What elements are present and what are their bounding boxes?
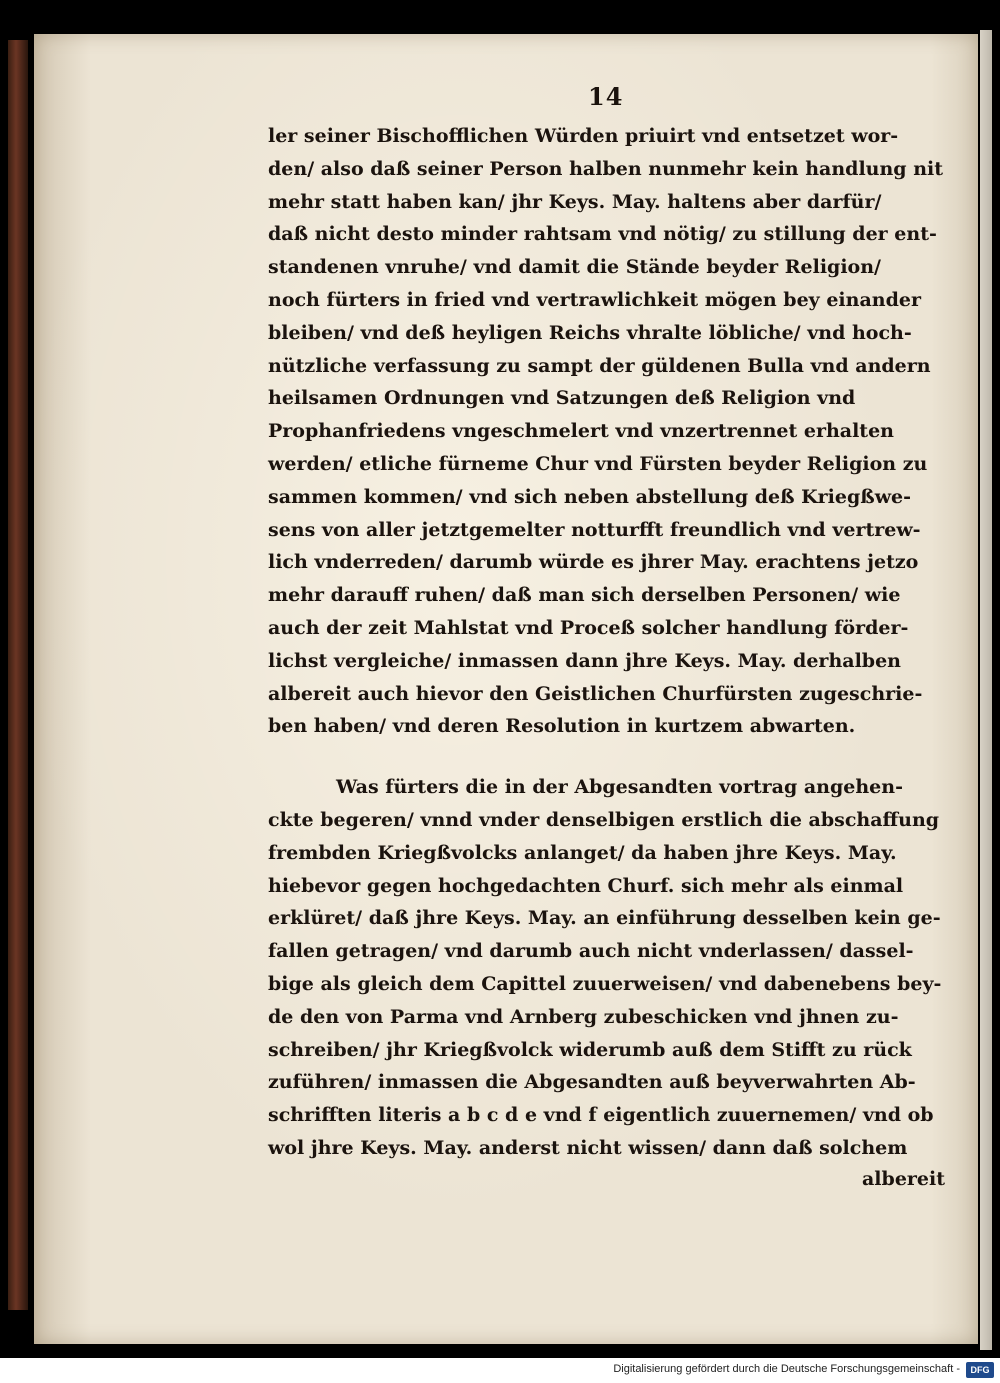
text-line: mehr statt haben kan/ jhr Keys. May. haltens aber darfür/ [268, 190, 882, 213]
text-line: de den von Parma vnd Arnberg zubeschicken vnd jhnen zu- [268, 1005, 899, 1028]
catchword: albereit [862, 1168, 945, 1190]
text-line: albereit auch hievor den Geistlichen Churfürsten zugeschrie- [268, 682, 923, 705]
text-line: frembden Kriegßvolcks anlanget/ da haben jhre Keys. May. [268, 841, 897, 864]
text-line: erklüret/ daß jhre Keys. May. an einführung desselben kein ge- [268, 907, 941, 930]
footer-bar [0, 1358, 1000, 1383]
text-line: nützliche verfassung zu sampt der güldenen Bulla vnd andern [268, 354, 931, 377]
text-line: den/ also daß seiner Person halben nunmehr kein handlung nit [268, 157, 944, 180]
text-line: schreiben/ jhr Kriegßvolck widerumb auß dem Stifft zu rück [268, 1038, 912, 1061]
text-line: sens von aller jetztgemelter notturfft freundlich vnd vertrew- [268, 518, 921, 541]
text-line: ben haben/ vnd deren Resolution in kurtzem abwarten. [268, 715, 856, 738]
text-line: Prophanfriedens vngeschmelert vnd vnzertrennet erhalten [268, 420, 894, 443]
text-line: auch der zeit Mahlstat vnd Proceß solcher handlung förder- [268, 616, 909, 639]
text-line: ler seiner Bischofflichen Würden priuirt vnd entsetzet wor- [268, 125, 899, 147]
book-binding-edge [8, 40, 28, 1310]
text-line: mehr darauff ruhen/ daß man sich derselben Personen/ wie [268, 584, 901, 607]
text-line: daß nicht desto minder rahtsam vnd nötig/ zu stillung der ent- [268, 223, 937, 246]
paragraph-1 [268, 120, 946, 743]
text-line: schrifften literis a b c d e vnd f eigentlich zuuernemen/ vnd ob [268, 1104, 934, 1127]
text-line: standenen vnruhe/ vnd damit die Stände beyder Religion/ [268, 256, 881, 279]
text-line: zuführen/ inmassen die Abgesandten auß beyverwahrten Ab- [268, 1071, 916, 1094]
text-line: noch fürters in fried vnd vertrawlichkeit mögen bey einander [268, 288, 921, 311]
text-line-indented: Was fürters die in der Abgesandten vortrag angehen- [336, 776, 903, 799]
text-line: wol jhre Keys. May. anderst nicht wissen/ dann daß solchem [268, 1136, 908, 1159]
funding-credit: Digitalisierung gefördert durch die Deutsche Forschungsgemeinschaft - [613, 1363, 960, 1375]
text-line: sammen kommen/ vnd sich neben abstellung deß Kriegßwe- [268, 485, 912, 508]
paragraph-2 [268, 771, 946, 1165]
page-edge-strip [980, 30, 992, 1350]
text-line: lichst vergleiche/ inmassen dann jhre Keys. May. derhalben [268, 649, 901, 672]
text-line: bleiben/ vnd deß heyligen Reichs vhralte löbliche/ vnd hoch- [268, 321, 912, 344]
page-number: 14 [588, 82, 624, 111]
text-line: fallen getragen/ vnd darumb auch nicht vnderlassen/ dassel- [268, 940, 914, 963]
text-line: hiebevor gegen hochgedachten Churf. sich mehr als einmal [268, 874, 904, 897]
text-line: lich vnderreden/ darumb würde es jhrer May. erachtens jetzo [268, 551, 919, 574]
text-line: ckte begeren/ vnnd vnder denselbigen erstlich die abschaffung [268, 808, 940, 831]
text-line: heilsamen Ordnungen vnd Satzungen deß Religion vnd [268, 387, 856, 410]
paragraph-gap [268, 743, 946, 771]
body-text [268, 120, 946, 1165]
dfg-logo-icon: DFG [966, 1362, 994, 1378]
text-line: bige als gleich dem Capittel zuuerweisen/ vnd dabenebens bey- [268, 972, 942, 995]
text-line: werden/ etliche fürneme Chur vnd Fürsten beyder Religion zu [268, 452, 928, 475]
